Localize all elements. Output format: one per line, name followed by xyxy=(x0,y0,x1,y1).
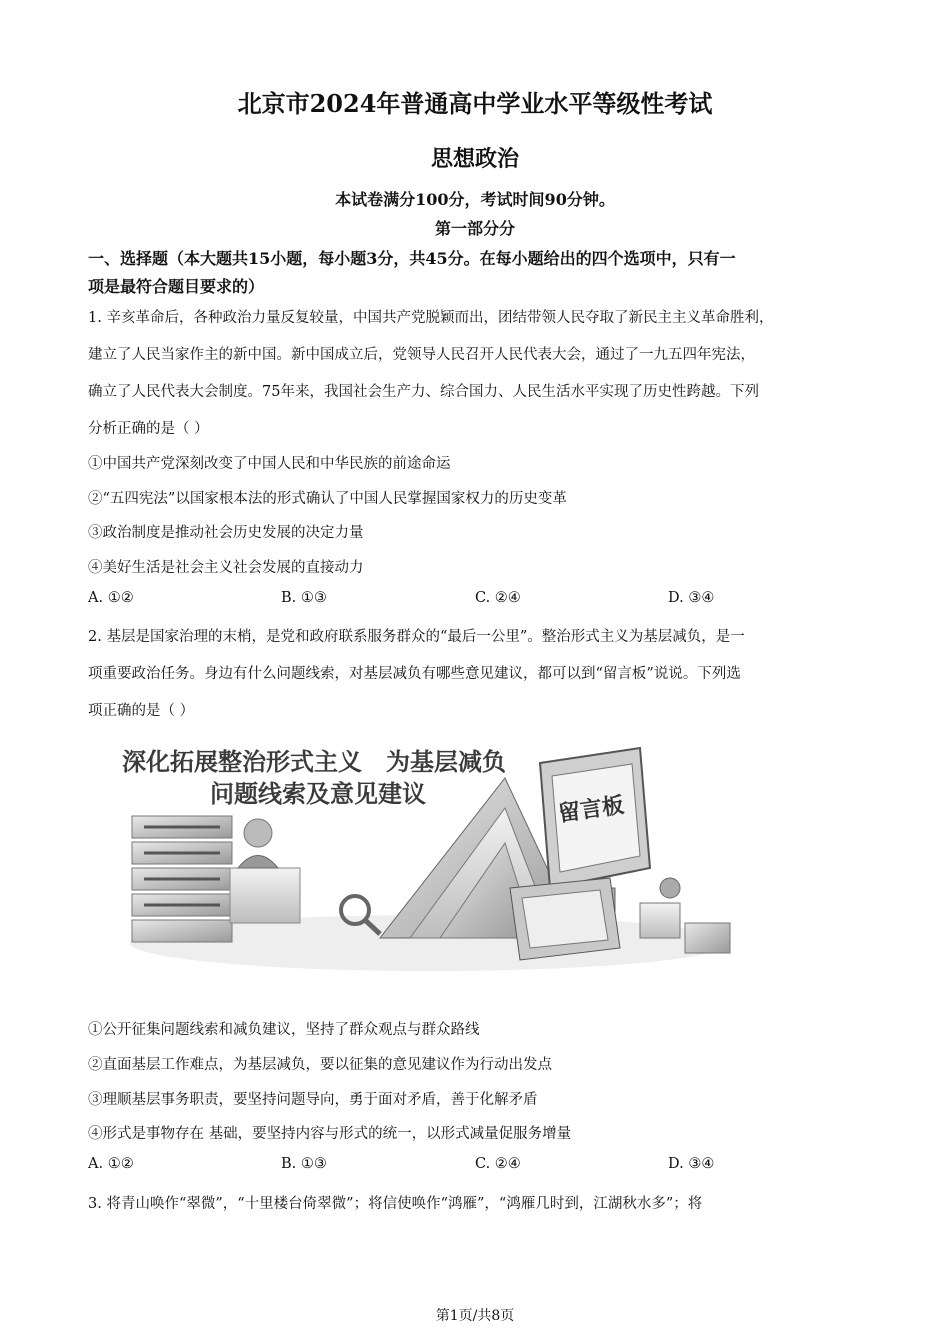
q1-option-b[interactable]: B. ①③ xyxy=(281,590,327,606)
illustration-graphic xyxy=(110,738,740,988)
q2-option-c[interactable]: C. ②④ xyxy=(475,1156,521,1172)
section-heading-line2: 项是最符合题目要求的） xyxy=(88,277,265,296)
page-footer: 第1页/共8页 xyxy=(435,1308,515,1324)
exam-note: 本试卷满分100分，考试时间90分钟。 xyxy=(335,190,615,209)
q2-stem-line: 项重要政治任务。身边有什么问题线索，对基层减负有哪些意见建议，都可以到“留言板”说说。下列选 xyxy=(88,666,741,682)
q2-stem-line: 项正确的是（ ） xyxy=(88,703,195,719)
board-label: 留言板 xyxy=(556,793,626,828)
q2-option-b[interactable]: B. ①③ xyxy=(281,1156,327,1172)
section-heading-line1: 一、选择题（本大题共15小题，每小题3分，共45分。在每小题给出的四个选项中，只有一 xyxy=(88,249,736,268)
q2-statement: ③理顺基层事务职责，要坚持问题导向，勇于面对矛盾，善于化解矛盾 xyxy=(88,1092,538,1108)
list-blocks-graphic xyxy=(132,816,232,942)
q1-stem-line: 分析正确的是（ ） xyxy=(88,421,209,437)
q2-option-d[interactable]: D. ③④ xyxy=(668,1156,715,1172)
person-figure-graphic xyxy=(230,819,300,923)
q1-option-a[interactable]: A. ①② xyxy=(88,590,134,606)
q1-option-c[interactable]: C. ②④ xyxy=(475,590,521,606)
q2-statement: ①公开征集问题线索和减负建议，坚持了群众观点与群众路线 xyxy=(88,1022,480,1038)
q2-stem-line: 2. 基层是国家治理的末梢，是党和政府联系服务群众的“最后一公里”。整治形式主义为基层减负，是一 xyxy=(88,629,745,645)
q1-stem-line: 确立了人民代表大会制度。75年来，我国社会生产力、综合国力、人民生活水平实现了历史性跨越。下列 xyxy=(88,384,759,400)
q2-option-a[interactable]: A. ①② xyxy=(88,1156,134,1172)
q1-statement: ③政治制度是推动社会历史发展的决定力量 xyxy=(88,525,364,541)
subject-title: 思想政治 xyxy=(430,146,519,172)
part-heading: 第一部分分 xyxy=(434,219,515,238)
q1-stem-line: 建立了人民当家作主的新中国。新中国成立后，党领导人民召开人民代表大会，通过了一九五四年宪法， xyxy=(88,347,755,363)
q1-statement: ②“五四宪法”以国家根本法的形式确认了中国人民掌握国家权力的历史变革 xyxy=(88,491,567,507)
laptop-graphic xyxy=(510,878,620,960)
exam-title: 北京市2024年普通高中学业水平等级性考试 xyxy=(237,89,713,118)
q1-statement: ①中国共产党深刻改变了中国人民和中华民族的前途命运 xyxy=(88,456,451,472)
q1-stem-line: 1. 辛亥革命后，各种政治力量反复较量，中国共产党脱颖而出，团结带领人民夺取了新民主主义革命胜利， xyxy=(88,310,774,326)
q2-illustration xyxy=(110,738,740,988)
q1-option-d[interactable]: D. ③④ xyxy=(668,590,715,606)
q3-stem-line: 3. 将青山唤作“翠微”，“十里楼台倚翠微”；将信使唤作“鸿雁”，“鸿雁几时到，江湖秋水多”；将 xyxy=(88,1196,703,1212)
q2-statement: ④形式是事物存在 基础，要坚持内容与形式的统一，以形式减量促服务增量 xyxy=(88,1126,572,1142)
figure-heading-2: 问题线索及意见建议 xyxy=(210,780,426,808)
figure-heading-1: 深化拓展整治形式主义 为基层减负 xyxy=(122,748,506,776)
q2-statement: ②直面基层工作难点，为基层减负，要以征集的意见建议作为行动出发点 xyxy=(88,1057,552,1073)
q1-statement: ④美好生活是社会主义社会发展的直接动力 xyxy=(88,560,364,576)
